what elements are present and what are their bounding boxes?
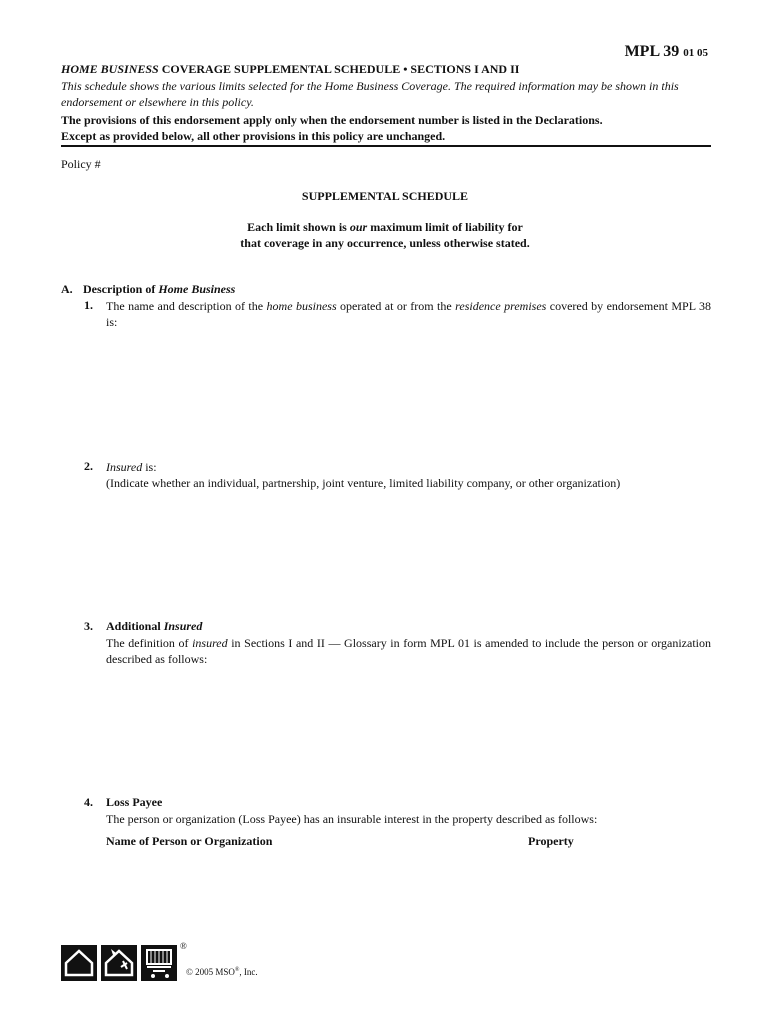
- policy-number-label: Policy #: [61, 157, 101, 171]
- section-a-heading: A. Description of Home Business: [61, 282, 236, 296]
- item-2-text: Insured is: (Indicate whether an individual, partnership, joint venture, limited liability company, or other organization): [106, 460, 621, 490]
- item-1-number: 1.: [84, 298, 93, 312]
- item-3-number: 3.: [84, 619, 93, 633]
- schedule-heading: SUPPLEMENTAL SCHEDULE: [301, 189, 469, 203]
- item-3-text: The definition of insured in Sections I and II — Glossary in form MPL 01 is amended to include the person or organization described as follows:: [106, 636, 712, 666]
- form-number: MPL 39 01 05: [624, 43, 708, 60]
- limit-note: Each limit shown is our maximum limit of liability for that coverage in any occurrence, unless otherwise stated.: [240, 220, 530, 250]
- item-4-heading: Loss Payee: [106, 795, 163, 809]
- item-3-heading: Additional Insured: [106, 619, 203, 633]
- mso-logo-icon: [61, 941, 191, 981]
- logo-registered-mark: ®: [180, 941, 187, 951]
- form-title: HOME BUSINESS COVERAGE SUPPLEMENTAL SCHEDULE • SECTIONS I AND II: [61, 62, 520, 76]
- item-4-number: 4.: [84, 795, 93, 809]
- form-edition: 01 05: [683, 47, 708, 59]
- mso-logo: [61, 941, 191, 986]
- item-1-text: The name and description of the home business operated at or from the residence premises covered by endorsement MPL 38 is:: [106, 299, 712, 329]
- column-header-name: Name of Person or Organization: [106, 834, 273, 848]
- item-4-text: The person or organization (Loss Payee) has an insurable interest in the property described as follows:: [106, 812, 598, 826]
- provisions-notice: The provisions of this endorsement apply only when the endorsement number is listed in the Declarations. Except as provided below, all other provisions in this policy are unchanged.: [61, 113, 603, 143]
- header-divider: [61, 145, 711, 147]
- column-header-property: Property: [528, 834, 574, 848]
- intro-text: This schedule shows the various limits selected for the Home Business Coverage. The required information may be shown in this endorsement or elsewhere in this policy.: [61, 79, 679, 109]
- copyright: © 2005 MSO®, Inc.: [186, 967, 258, 977]
- item-2-number: 2.: [84, 459, 93, 473]
